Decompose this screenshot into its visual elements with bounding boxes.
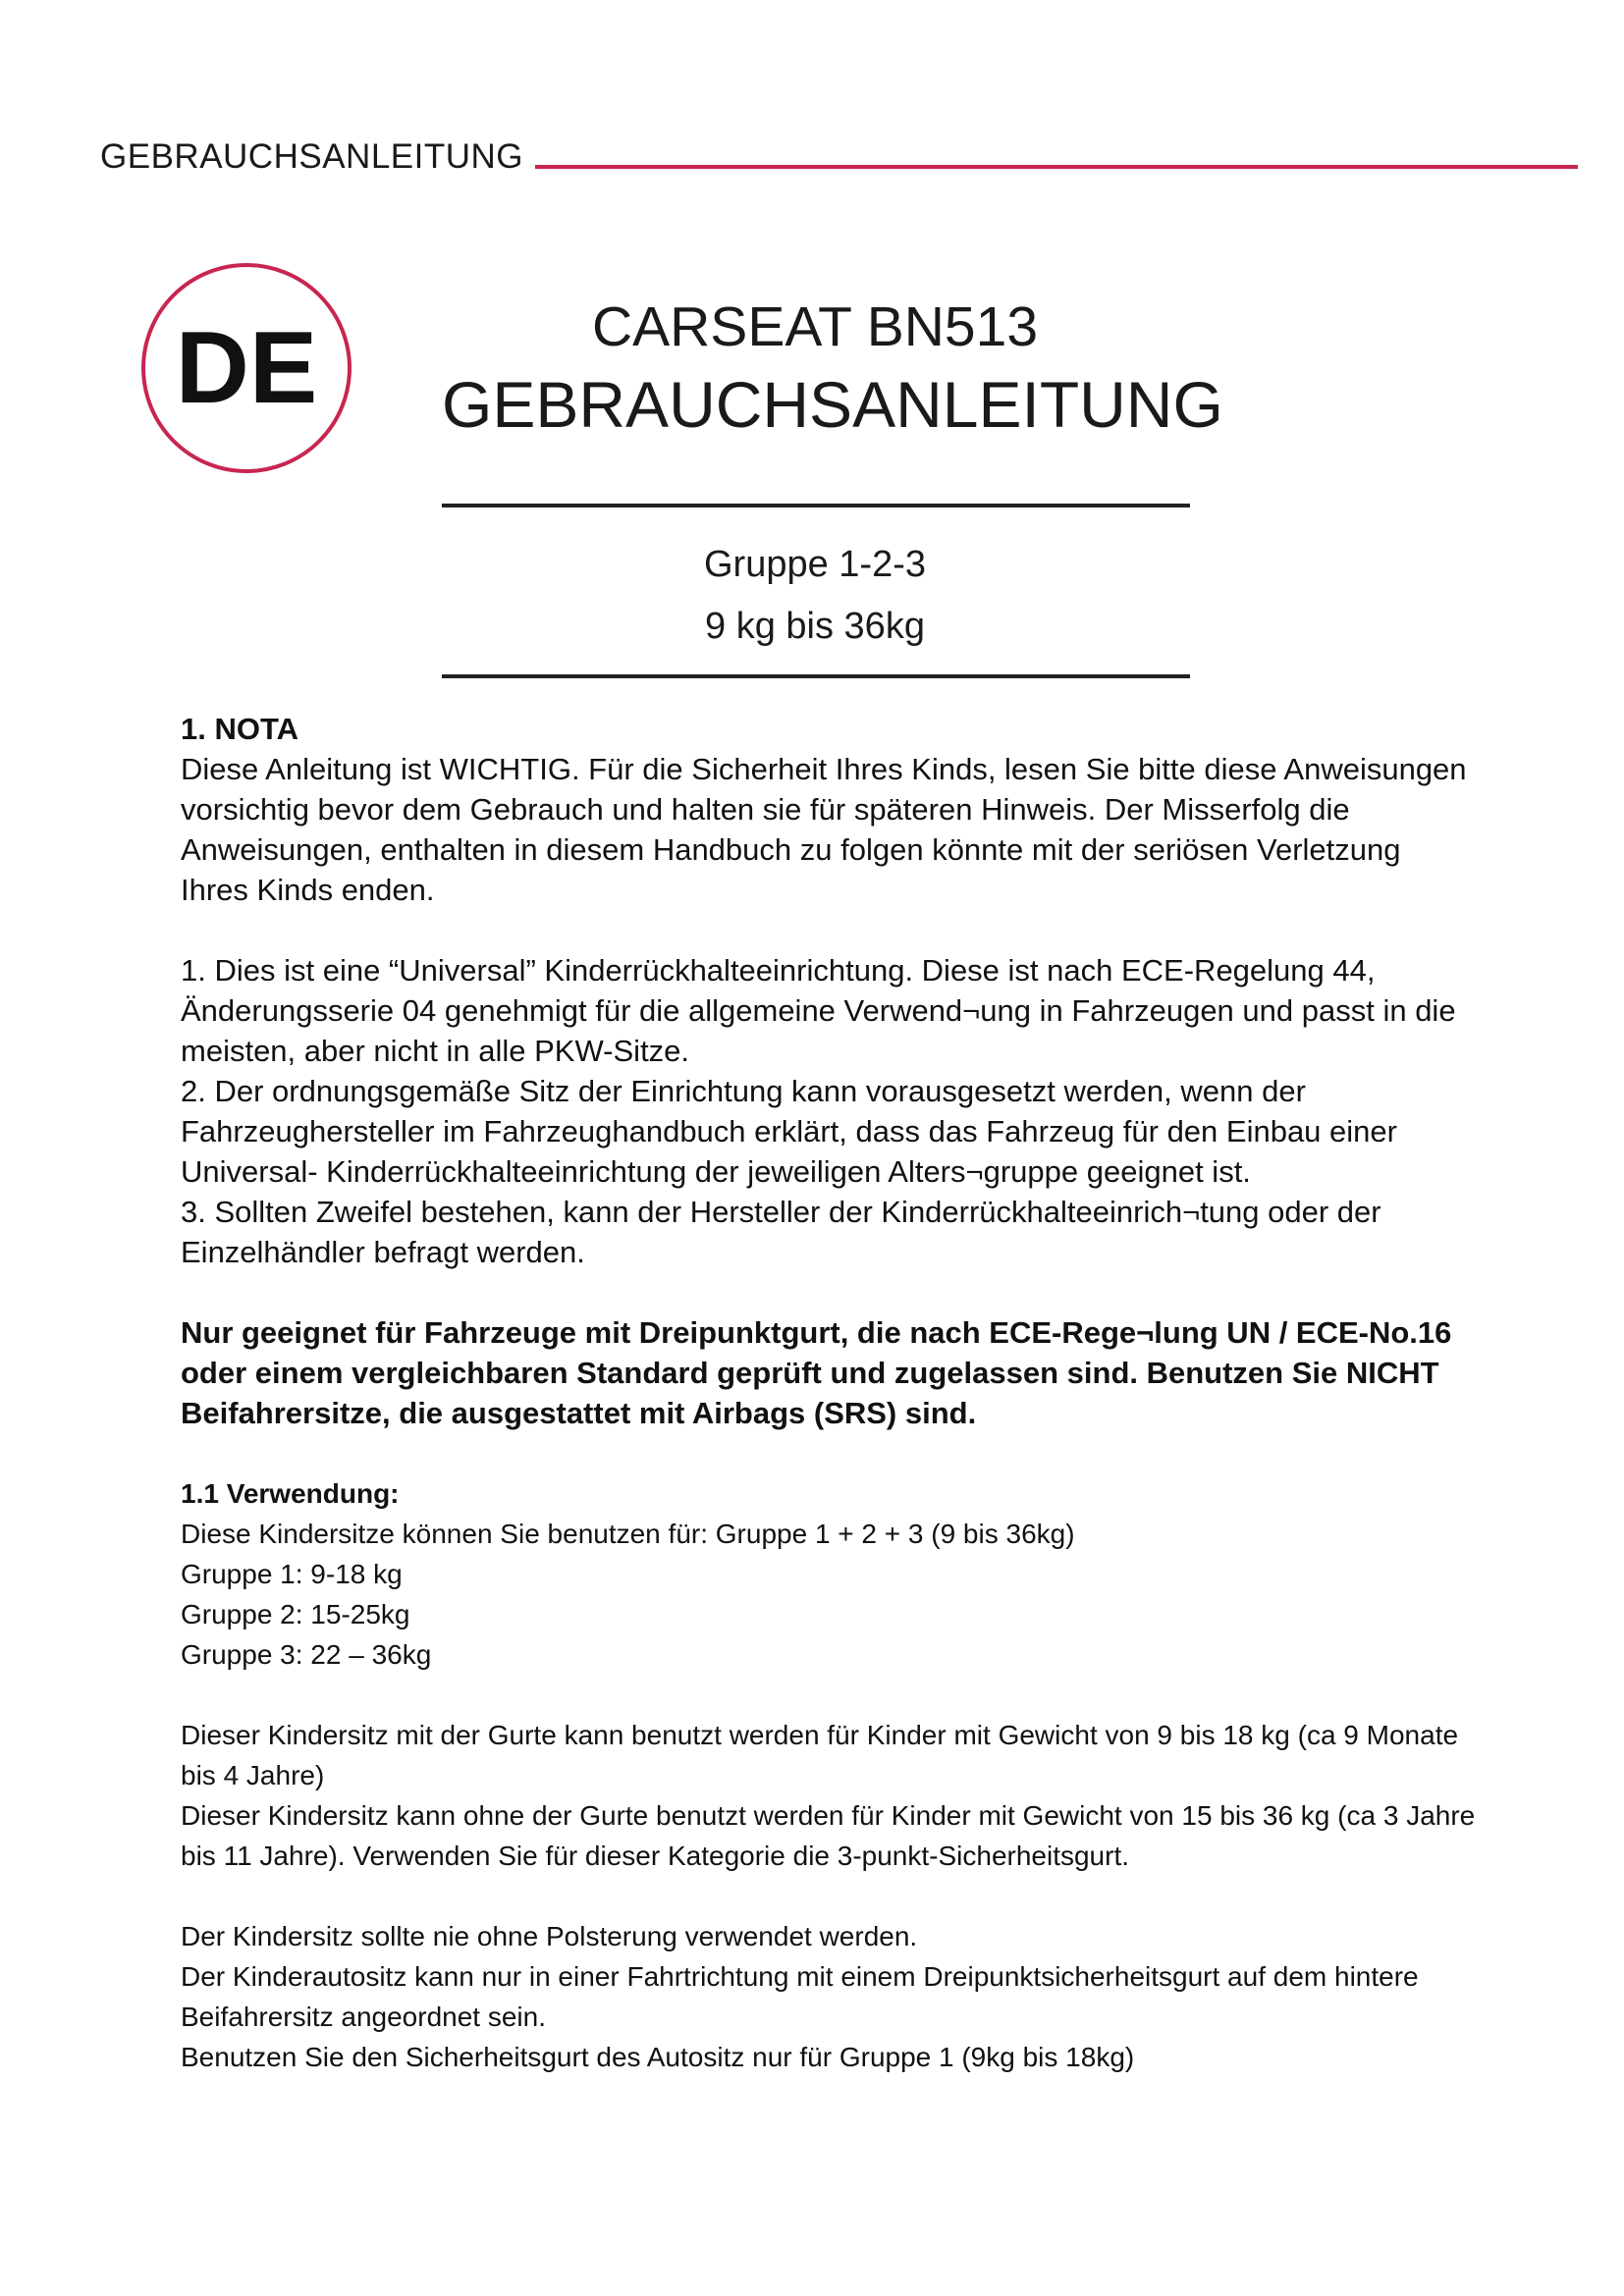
title-divider-bottom: [442, 674, 1190, 678]
group-1-range: Gruppe 1: 9-18 kg: [181, 1559, 403, 1589]
group-label: Gruppe 1-2-3: [703, 544, 926, 585]
group-2-range: Gruppe 2: 15-25kg: [181, 1599, 410, 1629]
product-title: CARSEAT BN513: [591, 295, 1039, 358]
weight-range: 9 kg bis 36kg: [705, 606, 925, 647]
title-block: [442, 291, 1223, 446]
nota-item-2: 2. Der ordnungsgemäße Sitz der Einrichtung kann vorausgesetzt werden, wenn der Fahrzeughersteller im Fahrzeughandbuch erklärt, dass das Fahrzeug für den Einbau einer Universal- Kinderrückhalteeinrichtung der jeweiligen Alters¬gruppe geeignet ist.: [181, 1074, 1397, 1189]
nota-item-1: 1. Dies ist eine “Universal” Kinderrückhalteeinrichtung. Diese ist nach ECE-Regelung 44, Änderungsserie 04 genehmigt für die allgemeine Verwend¬ung in Fahrzeugen und passt in die meisten, aber nicht in alle PKW-Sitze.: [181, 953, 1456, 1068]
language-badge: DE: [141, 263, 352, 473]
header-rule: [535, 165, 1578, 169]
document-title: GEBRAUCHSANLEITUNG: [442, 368, 1223, 441]
title-divider-top: [442, 504, 1190, 507]
usage-intro: Diese Kindersitze können Sie benutzen für: Gruppe 1 + 2 + 3 (9 bis 36kg): [181, 1519, 1075, 1549]
direction-text: Der Kinderautositz kann nur in einer Fahrtrichtung mit einem Dreipunktsicherheitsgurt auf dem hintere Beifahrersitz angeordnet sein.: [181, 1961, 1419, 2032]
section-heading-usage: 1.1 Verwendung:: [181, 1478, 400, 1509]
body-content: [181, 709, 1477, 2077]
belt-text: Benutzen Sie den Sicherheitsgurt des Autositz nur für Gruppe 1 (9kg bis 18kg): [181, 2042, 1135, 2072]
header-label: GEBRAUCHSANLEITUNG: [100, 137, 524, 176]
group-3-range: Gruppe 3: 22 – 36kg: [181, 1639, 432, 1670]
section-heading-nota: 1. NOTA: [181, 712, 298, 746]
nota-item-3: 3. Sollten Zweifel bestehen, kann der Hersteller der Kinderrückhalteeinrich¬tung oder der Einzelhändler befragt werden.: [181, 1195, 1381, 1269]
warning-text: Nur geeignet für Fahrzeuge mit Dreipunktgurt, die nach ECE-Rege¬lung UN / ECE-No.16 oder einem vergleichbaren Standard geprüft und zugelassen sind. Benutzen Sie NICHT Beifahrersitze, die ausgestattet mit Airbags (SRS) sind.: [181, 1315, 1452, 1430]
padding-text: Der Kindersitz sollte nie ohne Polsterung verwendet werden.: [181, 1921, 918, 1951]
group-block: [442, 534, 1188, 658]
nota-intro: Diese Anleitung ist WICHTIG. Für die Sicherheit Ihres Kinds, lesen Sie bitte diese Anweisungen vorsichtig bevor dem Gebrauch und halten sie für späteren Hinweis. Der Misserfolg die Anweisungen, enthalten in diesem Handbuch zu folgen könnte mit der seriösen Verletzung Ihres Kinds enden.: [181, 752, 1467, 907]
harness-with-text: Dieser Kindersitz mit der Gurte kann benutzt werden für Kinder mit Gewicht von 9 bis 18 kg (ca 9 Monate bis 4 Jahre): [181, 1720, 1459, 1790]
harness-without-text: Dieser Kindersitz kann ohne der Gurte benutzt werden für Kinder mit Gewicht von 15 bis 36 kg (ca 3 Jahre bis 11 Jahre). Verwenden Sie für dieser Kategorie die 3-punkt-Sicherheitsgurt.: [181, 1800, 1476, 1871]
